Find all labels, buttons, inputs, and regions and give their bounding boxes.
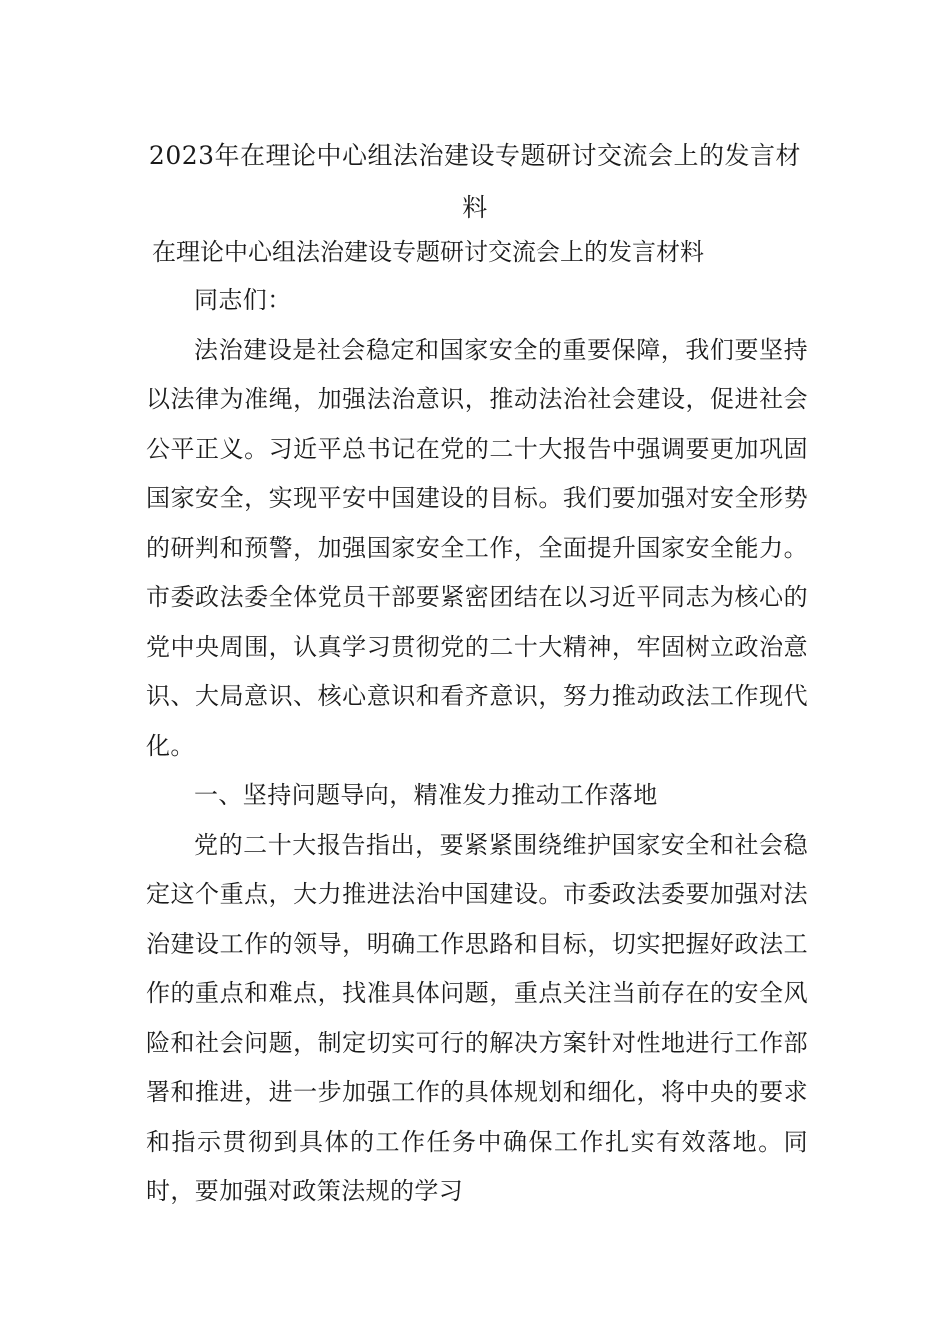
document-subtitle: 在理论中心组法治建设专题研讨交流会上的发言材料 (152, 238, 704, 266)
section-heading-1: 一、坚持问题导向，精准发力推动工作落地 (194, 781, 658, 809)
paragraph-intro: 法治建设是社会稳定和国家安全的重要保障，我们要坚持以法律为准绳，加强法治意识，推动法治社会建设，促进社会公平正义。习近平总书记在党的二十大报告中强调要更加巩固国家安全，实现平安中国建设的目标。我们要加强对安全形势的研判和预警，加强国家安全工作，全面提升国家安全能力。市委政法委全体党员干部要紧密团结在以习近平同志为核心的党中央周围，认真学习贯彻党的二十大精神，牢固树立政治意识、大局意识、核心意识和看齐意识，努力推动政法工作现代化。 (146, 335, 808, 760)
salutation: 同志们： (194, 286, 292, 314)
document-body (146, 276, 808, 1217)
document-title: 2023年在理论中心组法治建设专题研讨交流会上的发言材料 (148, 141, 802, 222)
paragraph-section-1: 党的二十大报告指出，要紧紧围绕维护国家安全和社会稳定这个重点，大力推进法治中国建设。市委政法委要加强对法治建设工作的领导，明确工作思路和目标，切实把握好政法工作的重点和难点，找准具体问题，重点关注当前存在的安全风险和社会问题，制定切实可行的解决方案针对性地进行工作部署和推进，进一步加强工作的具体规划和细化，将中央的要求和指示贯彻到具体的工作任务中确保工作扎实有效落地。同时，要加强对政策法规的学习 (146, 830, 808, 1205)
